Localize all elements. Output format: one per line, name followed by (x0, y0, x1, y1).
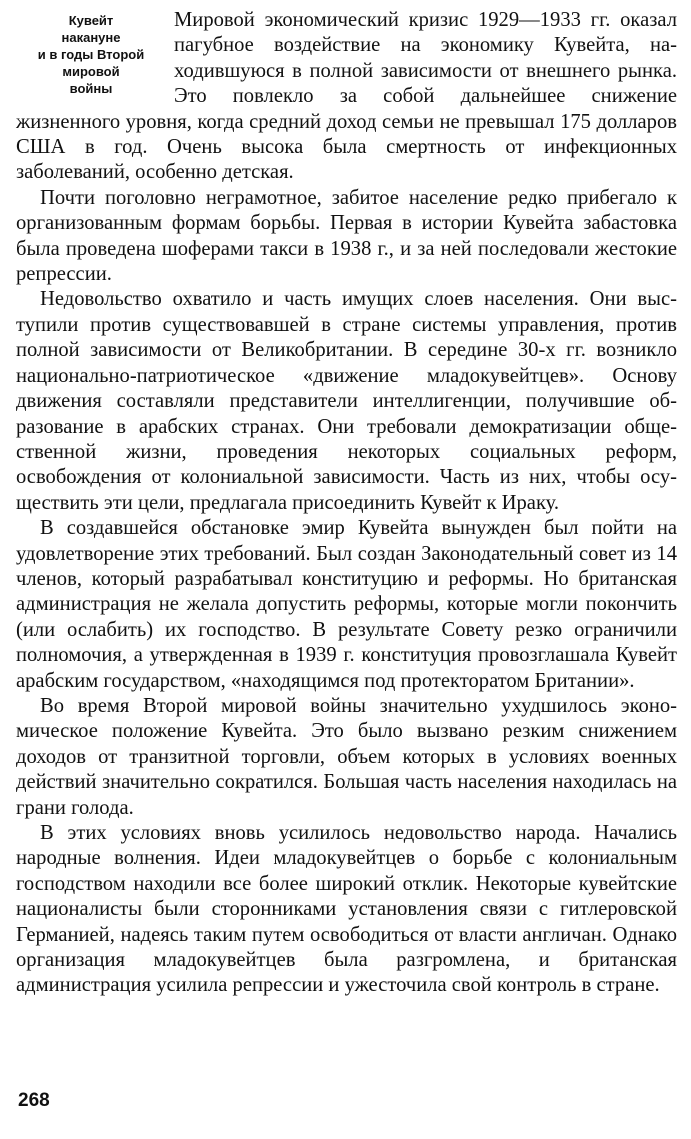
paragraph: В этих условиях вновь усилилось недовольство народа. Начались народные волнения. Идеи младокувейтцев о борьбе с колониальным господством находили все более широкий отклик. Некоторые кувейтские националисты были сторонниками установления связи с гитлеровской Германией, надеясь таким путем освободиться от власти англичан. Однако организация младокувейтцев была разгромлена, и британская администрация усилила репрессии и ужесточила свой контроль в стране. (16, 822, 677, 997)
side-heading-line: Кувейт (68, 13, 114, 28)
paragraph: Во время Второй мировой войны значительно ухудшилось экономическое положение Кувейта. Это было вызвано резким снижением доходов от транзитной торговли, объем которых в условиях военных действий значительно сократился. Большая часть населения находилась на грани голода. (16, 694, 677, 819)
side-heading-line: накануне (61, 30, 121, 45)
body-text (16, 8, 677, 999)
paragraph: Недовольство охватило и часть имущих слоев населения. Они выступили против существовавшей в стране системы управления, против полной зависимости от Великобритании. В середине 30-х гг. возникло национально-патриотическое «движение младокувейтцев». Основу движения составляли представители интеллигенции, получившие образование в арабских странах. Они требовали демократизации общественной жизни, проведения некоторых социальных реформ, освобождения от колониальной зависимости. Часть из них, чтобы осуществить эти цели, предлагала присоединить Кувейт к Ираку. (16, 288, 677, 514)
paragraph: В создавшейся обстановке эмир Кувейта вынужден был пойти на удовлетворение этих требований. Был создан Законодательный совет из 14 членов, который разрабатывал конституцию и реформы. Но британская администрация не желала допустить реформы, которые могли покончить (или ослабить) их господство. В результате Совету резко ограничили полномочия, а утвержденная в 1939 г. конституция провозглашала Кувейт арабским государством, «находящимся под протекторатом Британии». (16, 517, 677, 692)
paragraph: Почти поголовно неграмотное, забитое население редко прибегало к организованным формам борьбы. Первая в истории Кувейта забастовка была проведена шоферами такси в 1938 г., и за ней последовали жестокие репрессии. (16, 186, 677, 286)
side-heading-line: и в годы Второй (37, 47, 145, 62)
side-heading (16, 12, 166, 97)
side-heading-line: войны (69, 81, 113, 96)
side-heading-line: мировой (62, 64, 120, 79)
paragraph: Мировой экономический кризис 1929—1933 гг. оказал пагубное воздействие на экономику Кувейта, находившуюся в полной зависимости от внешнего рынка. Это повлекло за собой дальнейшее снижение жизненного уровня, когда средний доход семьи не превышал 175 долларов США в год. Очень высока была смертность от инфекционных заболеваний, особенно детская. (16, 9, 677, 184)
page-number: 268 (18, 1090, 50, 1111)
